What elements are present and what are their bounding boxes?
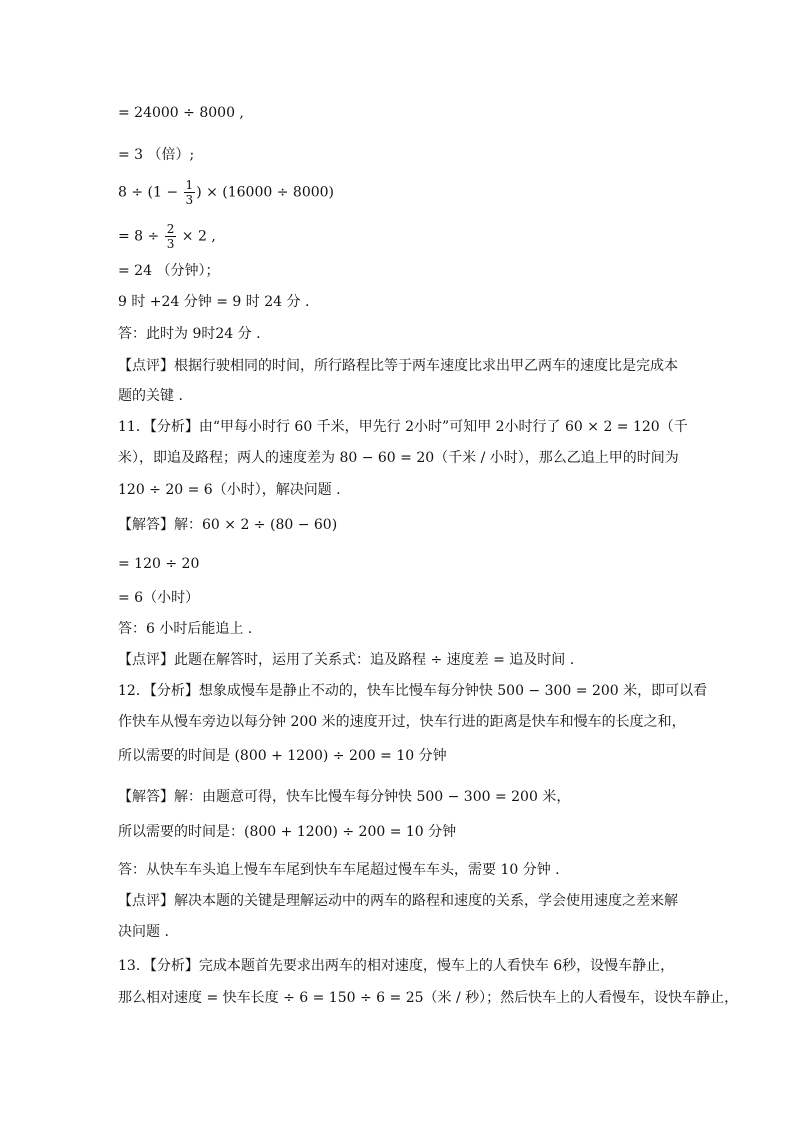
comment-line: 【点评】此题在解答时，运用了关系式：追及路程 ÷ 速度差 = 追及时间 . — [118, 652, 575, 668]
text-line: = 24 （分钟）； — [118, 263, 220, 279]
text-line: 9 时 +24 分钟 = 9 时 24 分 . — [118, 294, 310, 310]
analysis-line: 米），即追及路程；两人的速度差为 80 − 60 = 20（千米 / 小时），那么乙追上甲的时间为 — [118, 450, 679, 466]
solution-line: 【解答】解：由题意可得，快车比慢车每分钟快 500 − 300 = 200 米， — [118, 789, 571, 805]
solution-line: = 120 ÷ 20 — [118, 556, 200, 572]
text-line: = 3 （倍）; — [118, 147, 195, 163]
answer-line: 答：6 小时后能追上 . — [118, 621, 253, 637]
answer-line: 答：此时为 9时24 分 . — [118, 326, 261, 342]
fraction: $\frac{2}{3}$ — [166, 222, 175, 251]
analysis-line: 120 ÷ 20 = 6（小时），解决问题 . — [118, 482, 341, 498]
solution-line: = 6（小时） — [118, 590, 200, 606]
analysis-line: 那么相对速度 = 快车长度 ÷ 6 = 150 ÷ 6 = 25（米 / 秒）；然后快车上的人看慢车，设快车静止， — [118, 990, 739, 1006]
comment-line: 【点评】根据行驶相同的时间，所行路程比等于两车速度比求出甲乙两车的速度比是完成本 — [118, 358, 678, 374]
text-line: = 24000 ÷ 8000 , — [118, 105, 244, 121]
comment-line: 题的关键 . — [118, 388, 183, 404]
comment-line: 【点评】解决本题的关键是理解运动中的两车的路程和速度的关系，学会使用速度之差来解 — [118, 893, 678, 909]
analysis-line: 作快车从慢车旁边以每分钟 200 米的速度开过，快车行进的距离是快车和慢车的长度之和， — [118, 714, 686, 730]
solution-line: 所以需要的时间是：(800 + 1200) ÷ 200 = 10 分钟 — [118, 824, 457, 840]
answer-line: 答：从快车车头追上慢车车尾到快车车尾超过慢车车头，需要 10 分钟 . — [118, 862, 560, 878]
formula-line: = 8 ÷ $\frac{2}{3}$ × 2 , — [118, 222, 216, 251]
analysis-line: 12．【分析】想象成慢车是静止不动的，快车比慢车每分钟快 500 − 300 = 200 米，即可以看 — [118, 683, 708, 699]
comment-line: 决问题 . — [118, 924, 169, 940]
analysis-line: 11．【分析】由“甲每小时行 60 千米，甲先行 2小时”可知甲 2小时行了 60 × 2 = 120（千 — [118, 419, 688, 435]
formula-line: 8 ÷ (1 − $\frac{1}{3}$ ) × (16000 ÷ 8000) — [118, 178, 334, 207]
fraction: $\frac{1}{3}$ — [185, 178, 194, 207]
analysis-line: 所以需要的时间是 (800 + 1200) ÷ 200 = 10 分钟 — [118, 748, 447, 764]
analysis-line: 13．【分析】完成本题首先要求出两车的相对速度，慢车上的人看快车 6秒，设慢车静止， — [118, 958, 675, 974]
solution-line: 【解答】解：60 × 2 ÷ (80 − 60) — [118, 517, 338, 533]
